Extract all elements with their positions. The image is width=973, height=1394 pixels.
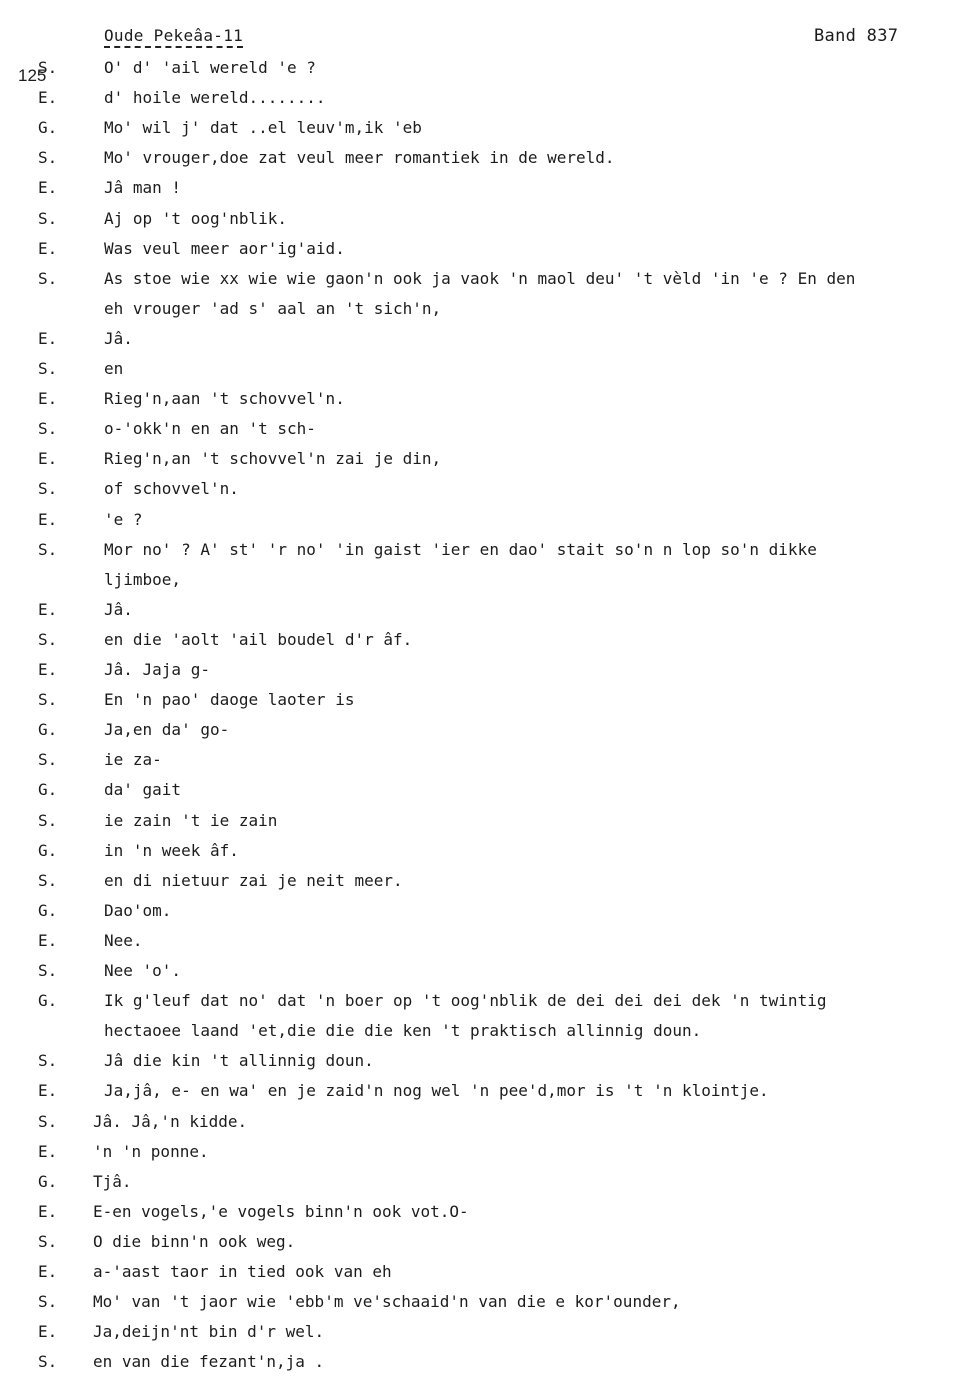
speaker-label: S. (38, 961, 58, 980)
transcript-line (0, 508, 973, 532)
transcript-line (0, 297, 973, 321)
speaker-label: E. (38, 389, 58, 409)
speaker-label: E. (38, 509, 58, 529)
utterance-text: ljimboe, (104, 569, 182, 589)
speaker-label: E. (38, 1201, 58, 1221)
transcript-line (0, 809, 973, 833)
speaker-label: S. (38, 148, 58, 168)
utterance-text: d' hoile wereld........ (104, 88, 326, 108)
band-number: Band 837 (814, 26, 899, 46)
speaker-label: G. (38, 991, 58, 1011)
transcript-line (0, 568, 973, 592)
utterance-text: hectaoee laand 'et,die die die ken 't praktisch allinnig doun. (104, 1021, 702, 1041)
transcript-line (0, 778, 973, 802)
speaker-label: S. (38, 359, 58, 378)
speaker-label: E. (38, 660, 58, 679)
title-underline (104, 46, 243, 48)
utterance-text: Jâ. Jaja g- (104, 660, 210, 679)
title-text: Oude Pekeâa-11 (104, 26, 244, 45)
speaker-label: G. (38, 720, 58, 740)
utterance-text: en di nietuur zai je neit meer. (104, 870, 403, 890)
transcript-line (0, 1200, 973, 1224)
utterance-text: Aj op 't oog'nblik. (104, 208, 288, 228)
utterance-text: 'n 'n ponne. (93, 1141, 209, 1161)
utterance-text: of schovvel'n. (104, 479, 239, 499)
speaker-label: S. (38, 629, 58, 649)
speaker-label: S. (38, 1352, 58, 1372)
utterance-text: en (104, 359, 124, 378)
transcript-line (0, 839, 973, 863)
speaker-label: E. (38, 328, 58, 348)
utterance-text: en die 'aolt 'ail boudel d'r âf. (104, 629, 413, 649)
speaker-label: S. (38, 1292, 58, 1312)
utterance-text: Mo' van 't jaor wie 'ebb'm ve'schaaid'n van die e kor'ounder, (93, 1292, 681, 1312)
speaker-label: E. (38, 1081, 58, 1101)
transcript-line (0, 1049, 973, 1073)
transcript-line (0, 176, 973, 200)
utterance-text: ie zain 't ie zain (104, 810, 278, 830)
utterance-text: O die binn'n ook weg. (93, 1231, 296, 1251)
transcript-line (0, 658, 973, 682)
utterance-text: in 'n week âf. (104, 840, 239, 860)
utterance-text: As stoe wie xx wie wie gaon'n ook ja vaok 'n maol deu' 't vèld 'in 'e ? En den (104, 268, 856, 288)
utterance-text: Dao'om. (104, 900, 172, 920)
speaker-label: E. (38, 238, 58, 258)
transcript-line (0, 1350, 973, 1374)
utterance-text: Mo' vrouger,doe zat veul meer romantiek in de wereld. (104, 148, 615, 168)
speaker-label: S. (38, 810, 58, 830)
speaker-label: S. (38, 1231, 58, 1251)
speaker-label: G. (38, 1171, 58, 1191)
utterance-text: Ja,jâ, e- en wa' en je zaid'n nog wel 'n pee'd,mor is 't 'n klointje. (104, 1081, 769, 1101)
transcript-line (0, 688, 973, 712)
utterance-text: 'e ? (104, 509, 143, 529)
utterance-text: Ja,en da' go- (104, 720, 230, 740)
transcript-line (0, 628, 973, 652)
speaker-label: S. (38, 539, 58, 559)
utterance-text: Was veul meer aor'ig'aid. (104, 238, 345, 258)
utterance-text: Ja,deijn'nt bin d'r wel. (93, 1322, 325, 1342)
utterance-text: a-'aast taor in tied ook van eh (93, 1262, 392, 1281)
transcript-line (0, 959, 973, 983)
speaker-label: S. (38, 479, 58, 499)
utterance-text: En 'n pao' daoge laoter is (104, 690, 355, 710)
transcript-line (0, 1110, 973, 1134)
transcript-line (0, 718, 973, 742)
transcript-line (0, 357, 973, 381)
transcript-line (0, 237, 973, 261)
speaker-label: S. (38, 1051, 58, 1071)
transcript-line (0, 1290, 973, 1314)
utterance-text: Jâ. Jâ,'n kidde. (93, 1111, 248, 1131)
transcript-line (0, 899, 973, 923)
speaker-label: E. (38, 599, 58, 619)
speaker-label: G. (38, 780, 58, 800)
utterance-text: Mor no' ? A' st' 'r no' 'in gaist 'ier en dao' stait so'n n lop so'n dikke (104, 539, 817, 559)
utterance-text: Jâ man ! (104, 178, 182, 198)
utterance-text: O' d' 'ail wereld 'e ? (104, 58, 316, 77)
speaker-label: G. (38, 840, 58, 860)
utterance-text: Jâ. (104, 328, 133, 348)
speaker-label: S. (38, 268, 58, 288)
transcript-line (0, 989, 973, 1013)
transcript-line (0, 447, 973, 471)
transcript-line (0, 56, 973, 80)
utterance-text: Ik g'leuf dat no' dat 'n boer op 't oog'nblik de dei dei dei dek 'n twintig (104, 991, 827, 1011)
speaker-label: E. (38, 1141, 58, 1161)
speaker-label: S. (38, 419, 58, 439)
utterance-text: Tjâ. (93, 1171, 132, 1191)
transcript-line (0, 929, 973, 953)
transcript-line (0, 598, 973, 622)
utterance-text: Nee. (104, 930, 143, 950)
speaker-label: E. (38, 930, 58, 950)
speaker-label: E. (38, 449, 58, 469)
transcript-line (0, 477, 973, 501)
speaker-label: G. (38, 900, 58, 920)
transcript-line (0, 538, 973, 562)
page-number: 125 (18, 66, 47, 85)
speaker-label: S. (38, 208, 58, 228)
speaker-label: S. (38, 58, 58, 77)
transcript-line (0, 327, 973, 351)
transcript-line (0, 417, 973, 441)
utterance-text: eh vrouger 'ad s' aal an 't sich'n, (104, 298, 442, 318)
transcript-line (0, 1140, 973, 1164)
transcript-line (0, 146, 973, 170)
transcript-line (0, 748, 973, 772)
speaker-label: E. (38, 88, 58, 108)
speaker-label: E. (38, 1262, 58, 1281)
speaker-label: S. (38, 750, 58, 770)
utterance-text: Jâ. (104, 599, 133, 619)
transcript-line (0, 1260, 973, 1284)
speaker-label: G. (38, 118, 58, 138)
utterance-text: Nee 'o'. (104, 961, 182, 980)
speaker-label: S. (38, 870, 58, 890)
utterance-text: Rieg'n,an 't schovvel'n zai je din, (104, 449, 442, 469)
utterance-text: Mo' wil j' dat ..el leuv'm,ik 'eb (104, 118, 422, 138)
utterance-text: Jâ die kin 't allinnig doun. (104, 1051, 374, 1071)
speaker-label: E. (38, 178, 58, 198)
speaker-label: E. (38, 1322, 58, 1342)
speaker-label: S. (38, 690, 58, 710)
transcript-line (0, 1019, 973, 1043)
utterance-text: o-'okk'n en an 't sch- (104, 419, 316, 439)
utterance-text: E-en vogels,'e vogels binn'n ook vot.O- (93, 1201, 469, 1221)
utterance-text: ie za- (104, 750, 162, 770)
transcript-line (0, 1230, 973, 1254)
transcript-line (0, 1079, 973, 1103)
transcript-line (0, 207, 973, 231)
utterance-text: en van die fezant'n,ja . (93, 1352, 325, 1372)
utterance-text: Rieg'n,aan 't schovvel'n. (104, 389, 345, 409)
speaker-label: S. (38, 1111, 58, 1131)
transcript-line (0, 86, 973, 110)
utterance-text: da' gait (104, 780, 182, 800)
document-title (104, 26, 243, 45)
transcript-line (0, 1170, 973, 1194)
transcript-line (0, 869, 973, 893)
transcript-line (0, 267, 973, 291)
transcript-line (0, 387, 973, 411)
transcript-line (0, 1320, 973, 1344)
transcript-line (0, 116, 973, 140)
